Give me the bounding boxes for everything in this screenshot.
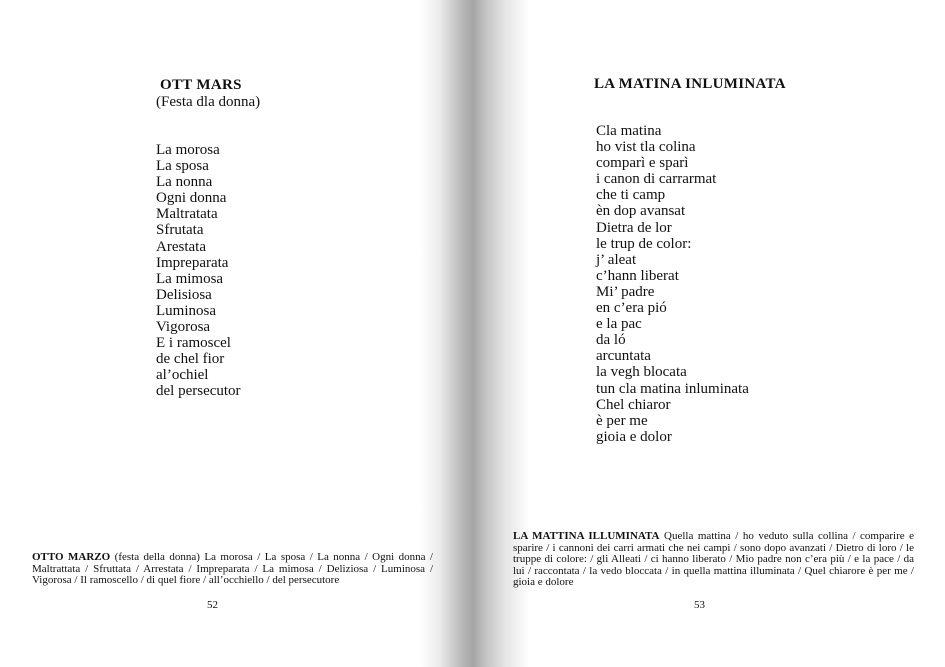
left-translation-title: OTTO MARZO <box>32 551 111 563</box>
poem-line: le trup de color: <box>596 235 692 252</box>
poem-line: c’hann liberat <box>596 267 679 284</box>
left-poem-title: OTT MARS <box>160 77 242 93</box>
poem-line: Mi’ padre <box>596 283 655 300</box>
poem-line: Luminosa <box>156 302 216 319</box>
poem-line: arcuntata <box>596 348 651 365</box>
right-translation-text: Quella mattina / ho veduto sulla collina / comparire e sparire / i cannoni dei carri armati che nei campi / sono dopo avanzati / Dietro di loro / le truppe di colore: / gli Alleati / ci hanno liberato / Mio padre non c’era più / e la pace / da lui / raccontata / la vedo bloccata / in quella mattina illuminata / Quel chiarore è per me / gioia e dolore <box>513 530 914 589</box>
poem-line: èn dop avansat <box>596 203 686 220</box>
poem-line: da ló <box>596 332 626 349</box>
poem-line: Maltratata <box>156 206 218 223</box>
poem-line: Ogni donna <box>156 190 227 207</box>
right-translation-title: LA MATTINA ILLUMINATA <box>513 530 660 542</box>
poem-line: de chel fior <box>156 351 225 368</box>
poem-line: en c’era pió <box>596 300 667 317</box>
poem-line: ho vist tla colina <box>596 139 696 156</box>
poem-line: che ti camp <box>596 187 666 204</box>
poem-line: del persecutor <box>156 383 241 400</box>
poem-line: comparì e sparì <box>596 155 689 172</box>
poem-line: La mimosa <box>156 270 224 287</box>
left-poem-subtitle: (Festa dla donna) <box>156 94 261 110</box>
poem-line: Vigorosa <box>156 319 211 336</box>
left-translation <box>32 552 433 587</box>
poem-line: La sposa <box>156 158 209 175</box>
poem-line: Arestata <box>156 238 206 255</box>
poem-line: La morosa <box>156 142 220 158</box>
poem-line: tun cla matina inluminata <box>596 380 749 397</box>
poem-line: Cla matina <box>596 123 662 139</box>
right-translation <box>513 531 914 589</box>
poem-line: La nonna <box>156 174 213 191</box>
poem-line: e la pac <box>596 316 642 333</box>
right-poem-lines <box>596 123 749 445</box>
poem-line: gioia e dolor <box>596 428 672 445</box>
poem-line: è per me <box>596 412 648 429</box>
poem-line: E i ramoscel <box>156 335 231 352</box>
poem-line: Chel chiaror <box>596 396 671 413</box>
right-poem-title: LA MATINA INLUMINATA <box>594 76 786 92</box>
left-page <box>0 0 470 667</box>
poem-line: al’ochiel <box>156 367 209 384</box>
poem-line: la vegh blocata <box>596 364 687 381</box>
poem-line: Dietra de lor <box>596 219 672 236</box>
left-translation-text: (festa della donna) La morosa / La sposa / La nonna / Ogni donna / Maltrattata / Sfruttata / Arrestata / Impreparata / La mimosa / Deliziosa / Luminosa / Vigorosa / Il ramoscello / di quel fiore / all’occhiello / del persecutore <box>32 551 433 587</box>
poem-line: j’ aleat <box>596 251 637 268</box>
left-page-number: 52 <box>207 599 218 611</box>
right-page <box>470 0 945 667</box>
left-poem-lines <box>156 142 241 400</box>
poem-line: i canon di carrarmat <box>596 171 717 188</box>
poem-line: Sfrutata <box>156 222 204 239</box>
right-page-number: 53 <box>694 599 705 611</box>
poem-line: Delisiosa <box>156 286 212 303</box>
poem-line: Impreparata <box>156 254 229 271</box>
